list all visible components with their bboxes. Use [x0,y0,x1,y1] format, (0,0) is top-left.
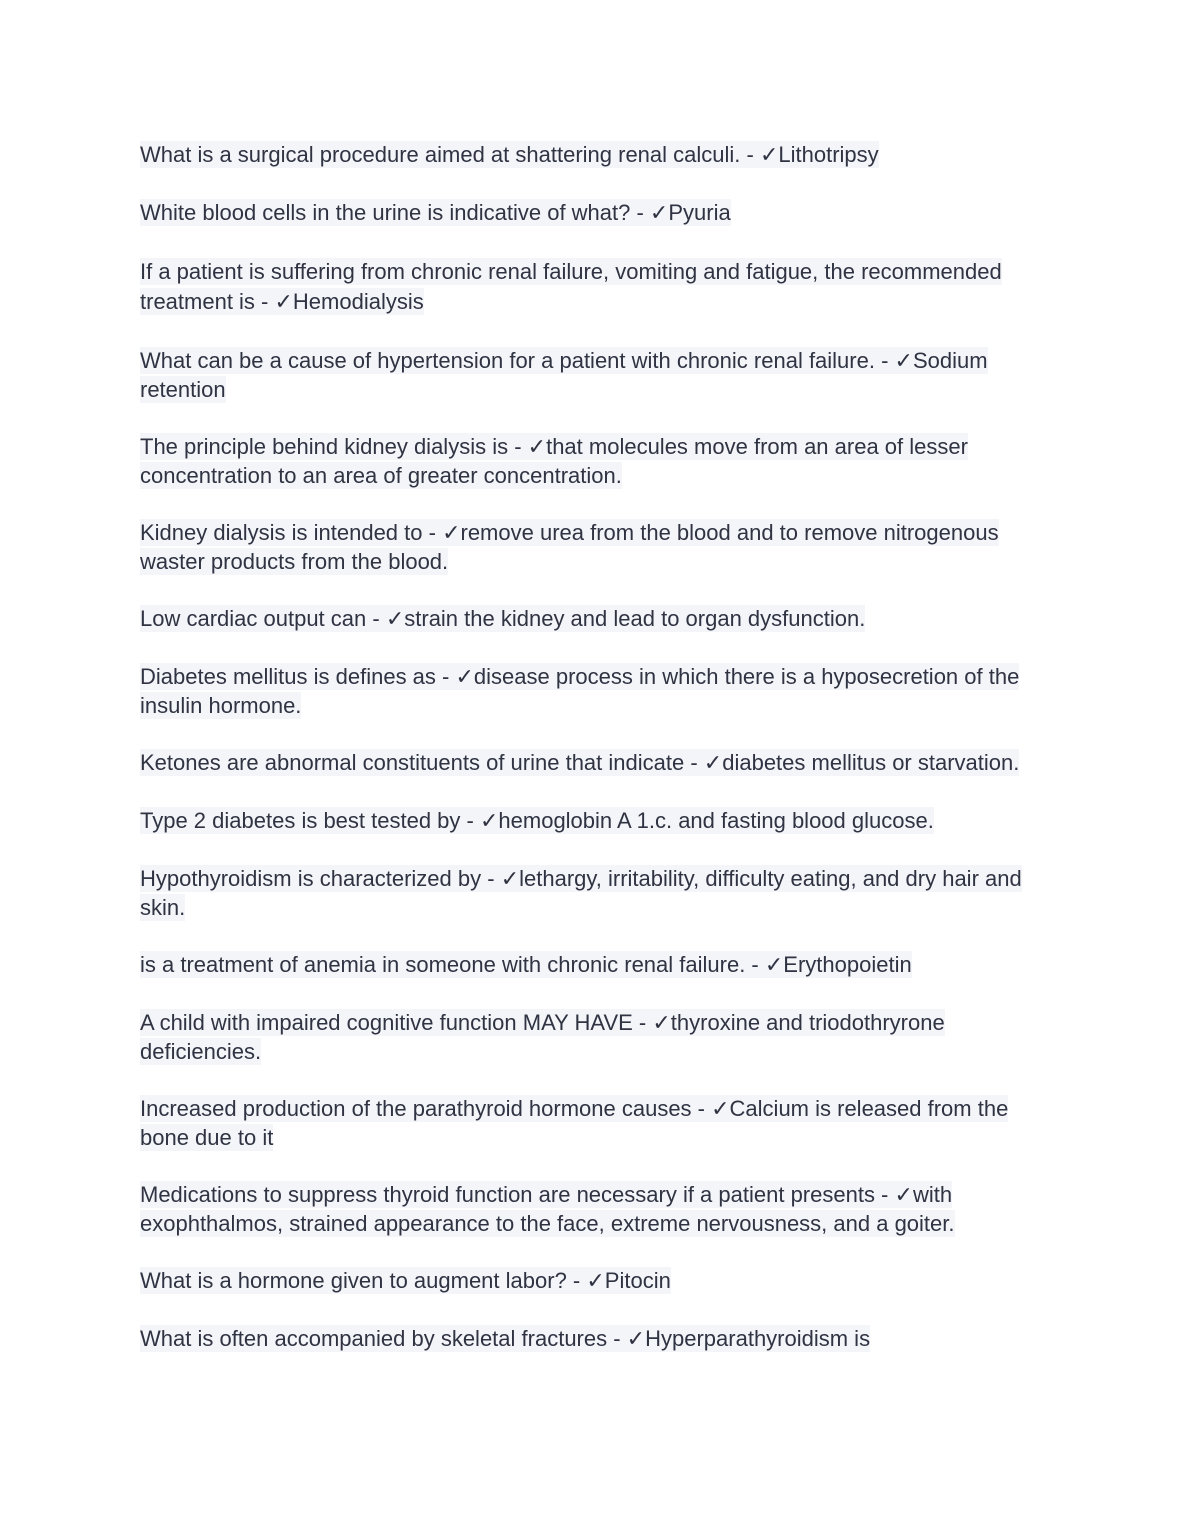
qa-text [140,519,999,575]
qa-item [140,257,1060,318]
question-text: A child with impaired cognitive function MAY HAVE - [140,1010,653,1035]
qa-item [140,433,1060,490]
check-mark-icon: ✓ [764,953,784,978]
check-mark-icon: ✓ [442,521,461,546]
qa-item [140,1181,1060,1238]
answer-text: Lithotripsy [778,142,879,167]
question-text: Diabetes mellitus is defines as - [140,664,456,689]
qa-item [140,519,1060,576]
answer-text: strain the kidney and lead to organ dysfunction. [404,606,866,631]
answer-text: Hyperparathyroidism is [645,1326,871,1351]
check-mark-icon: ✓ [626,1327,646,1352]
question-text: What is often accompanied by skeletal fractures - [140,1326,627,1351]
qa-text [140,605,865,632]
question-text: The principle behind kidney dialysis is - [140,434,528,459]
qa-text [140,807,934,834]
check-mark-icon: ✓ [455,665,474,690]
check-mark-icon: ✓ [274,290,293,315]
answer-text: Calcium is released from the bone due to it [140,1096,1009,1150]
check-mark-icon: ✓ [894,349,913,374]
question-text: Increased production of the parathyroid hormone causes - [140,1096,712,1121]
qa-item [140,347,1060,404]
qa-item [140,605,1060,634]
check-mark-icon: ✓ [527,435,547,460]
qa-item [140,199,1060,228]
check-mark-icon: ✓ [894,1183,913,1208]
qa-text [140,1325,870,1352]
qa-text [140,865,1022,921]
question-text: Kidney dialysis is intended to - [140,520,443,545]
qa-text [140,258,1002,315]
question-text: What is a surgical procedure aimed at shattering renal calculi. - [140,142,760,167]
qa-text [140,1181,955,1237]
qa-text [140,951,912,978]
answer-text: Pitocin [604,1268,671,1293]
qa-text [140,433,968,489]
qa-text [140,1267,671,1294]
check-mark-icon: ✓ [652,1011,671,1036]
qa-item [140,663,1060,720]
check-mark-icon: ✓ [759,143,779,168]
qa-text [140,749,1019,776]
qa-item [140,807,1060,836]
answer-text: disease process in which there is a hyposecretion of the insulin hormone. [140,664,1020,718]
qa-list [140,141,1060,1383]
question-text: White blood cells in the urine is indicative of what? - [140,200,650,225]
check-mark-icon: ✓ [500,867,520,892]
answer-text: Sodium retention [140,348,988,402]
answer-text: hemoglobin A 1.c. and fasting blood glucose. [498,808,934,833]
question-text: Low cardiac output can - [140,606,386,631]
question-text: What can be a cause of hypertension for a patient with chronic renal failure. - [140,348,895,373]
qa-text [140,1095,1008,1151]
check-mark-icon: ✓ [385,607,405,632]
answer-text: Erythopoietin [783,952,912,977]
qa-text [140,199,731,226]
question-text: Hypothyroidism is characterized by - [140,866,501,891]
check-mark-icon: ✓ [703,751,723,776]
qa-item [140,1267,1060,1296]
qa-item [140,865,1060,922]
question-text: If a patient is suffering from chronic renal failure, vomiting and fatigue, the recommended treatment is - [140,259,1002,314]
answer-text: Pyuria [668,200,731,225]
answer-text: lethargy, irritability, difficulty eating, and dry hair and skin. [140,866,1022,920]
check-mark-icon: ✓ [479,809,499,834]
answer-text: with exophthalmos, strained appearance to the face, extreme nervousness, and a goiter. [140,1182,955,1236]
question-text: Type 2 diabetes is best tested by - [140,808,480,833]
check-mark-icon: ✓ [711,1097,730,1122]
question-text: is a treatment of anemia in someone with chronic renal failure. - [140,952,765,977]
answer-text: that molecules move from an area of lesser concentration to an area of greater concentration. [140,434,968,488]
answer-text: remove urea from the blood and to remove nitrogenous waster products from the blood. [140,520,999,574]
answer-text: Hemodialysis [292,289,424,314]
qa-text [140,141,879,168]
qa-item [140,1095,1060,1152]
question-text: Ketones are abnormal constituents of urine that indicate - [140,750,704,775]
answer-text: diabetes mellitus or starvation. [722,750,1020,775]
qa-text [140,347,988,403]
qa-text [140,663,1019,719]
qa-item [140,1009,1060,1066]
qa-text [140,1009,945,1065]
check-mark-icon: ✓ [586,1269,605,1294]
qa-item [140,749,1060,778]
qa-item [140,141,1060,170]
answer-text: thyroxine and triodothryrone deficiencies. [140,1010,945,1064]
qa-item [140,951,1060,980]
qa-item [140,1325,1060,1354]
question-text: What is a hormone given to augment labor? - [140,1268,587,1293]
question-text: Medications to suppress thyroid function are necessary if a patient presents - [140,1182,895,1207]
check-mark-icon: ✓ [649,201,669,226]
